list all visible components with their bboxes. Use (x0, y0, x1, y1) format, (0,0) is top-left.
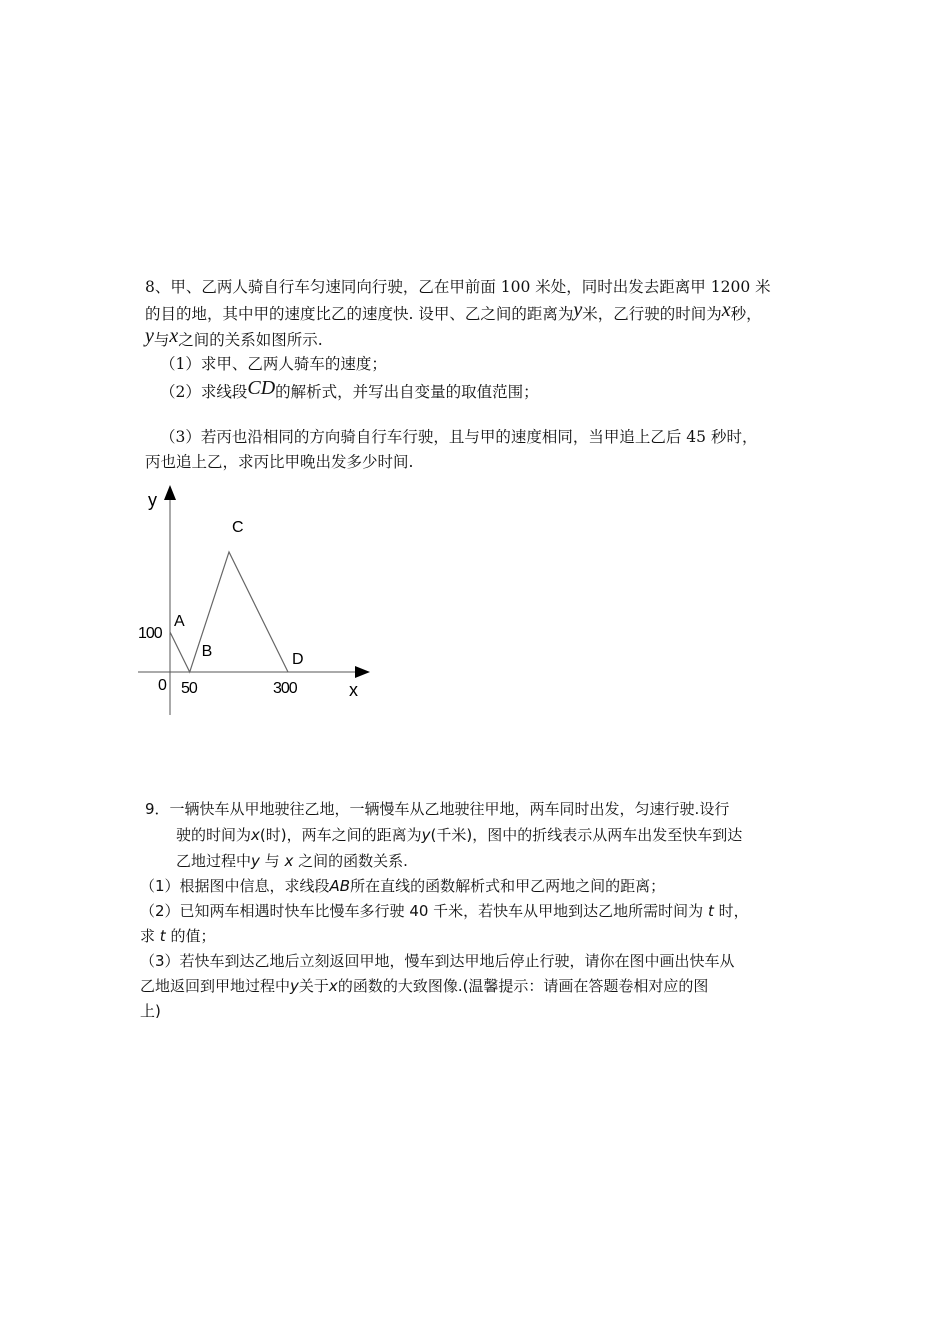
q9-part-1-text-a: （1）根据图中信息，求线段 (140, 877, 330, 895)
x-axis-label: x (349, 680, 358, 700)
q9-line-3-text-b: 与 (259, 852, 285, 870)
q8-part-2 (160, 377, 539, 403)
q8-line-3 (145, 325, 323, 351)
q8-line-2-text-a: 的目的地，其中甲的速度比乙的速度快. 设甲、乙之间的距离为 (145, 305, 574, 323)
q9-part-2-line-2-text-a: 求 (140, 927, 160, 945)
q9-line-1-text: ．一辆快车从甲地驶往乙地，一辆慢车从乙地驶往甲地，两车同时出发，匀速行驶.设行 (154, 800, 730, 818)
q8-line-2-text-b: 米，乙行驶的时间为 (582, 305, 722, 323)
var-t: t (707, 902, 714, 920)
point-label-b: B (201, 643, 213, 660)
var-x: x (284, 852, 294, 870)
q9-line-2-text-a: 驶的时间为 (176, 826, 252, 844)
q9-part-2-text-b: 时， (713, 902, 749, 920)
origin-label: 0 (158, 677, 167, 694)
var-x: x (169, 325, 179, 347)
var-t: t (159, 927, 166, 945)
q8-part-2-text-b: 的解析式，并写出自变量的取值范围； (275, 383, 539, 401)
q9-line-2-text-b: (时)，两车之间的距离为 (259, 826, 422, 844)
var-y: y (251, 852, 260, 870)
var-cd: CD (247, 377, 276, 399)
x-axis-arrow (355, 666, 370, 678)
var-x: x (251, 826, 260, 844)
y-tick-label-100: 100 (138, 625, 162, 642)
q9-part-2-line-2 (140, 925, 215, 947)
q8-part-1: （1）求甲、乙两人骑车的速度； (160, 355, 387, 373)
q9-line-1 (145, 798, 729, 820)
point-label-c: C (232, 519, 244, 536)
point-label-a: A (174, 613, 185, 630)
q9-part-1-text-b: 所在直线的函数解析式和甲乙两地之间的距离； (350, 877, 666, 895)
q9-part-2-line-1 (140, 900, 749, 922)
y-axis-arrow (164, 485, 176, 500)
q8-line-2-text-c: 秒， (730, 305, 762, 323)
q8-line-3-text-b: 之间的关系如图所示. (178, 331, 323, 349)
q8-part-3-line-1: （3）若丙也沿相同的方向骑自行车行驶，且与甲的速度相同，当甲追上乙后 45 秒时， (160, 428, 758, 446)
q9-line-3 (176, 850, 408, 872)
q8-part-2-text-a: （2）求线段 (160, 383, 248, 401)
q9-part-3-line-2-text-b: 关于 (298, 977, 329, 995)
q9-part-3-line-2-text-a: 乙地返回到甲地过程中 (140, 977, 291, 995)
x-tick-label-300: 300 (273, 680, 297, 697)
q9-line-2 (176, 824, 742, 846)
point-label-d: D (292, 651, 304, 668)
var-y: y (573, 299, 583, 321)
q8-line-3-text-a: 与 (153, 331, 170, 349)
q8-part-3-line-2: 丙也追上乙，求丙比甲晚出发多少时间. (145, 453, 414, 471)
q9-part-3-line-2-text-c: 的函数的大致图像.(温馨提示：请画在答题卷相对应的图 (337, 977, 709, 995)
var-y: y (290, 977, 299, 995)
q9-line-2-text-c: (千米)，图中的折线表示从两车出发至快车到达 (430, 826, 743, 844)
x-tick-label-50: 50 (181, 680, 197, 697)
q8-line-2 (145, 299, 762, 325)
q9-part-2-line-2-text-b: 的值； (165, 927, 216, 945)
var-y: y (145, 325, 154, 347)
q9-part-3-line-2 (140, 975, 708, 997)
q9-line-3-text-c: 之间的函数关系. (293, 852, 408, 870)
q9-part-3-line-1: （3）若快车到达乙地后立刻返回甲地，慢车到达甲地后停止行驶，请你在图中画出快车从 (140, 952, 735, 970)
var-ab: AB (329, 877, 351, 895)
q9-part-2-text-a: （2）已知两车相遇时快车比慢车多行驶 40 千米，若快车从甲地到达乙地所需时间为 (140, 902, 708, 920)
q8-line-1: 8、甲、乙两人骑自行车匀速同向行驶，乙在甲前面 100 米处，同时出发去距离甲 1200 米 (145, 278, 771, 296)
var-y: y (421, 826, 431, 844)
q9-line-3-text-a: 乙地过程中 (176, 852, 252, 870)
q9-part-3-line-3: 上) (140, 1002, 161, 1020)
q9-number: 9 (145, 800, 155, 818)
data-polyline (170, 552, 288, 672)
y-axis-label: y (148, 490, 157, 510)
q8-graph (130, 480, 390, 720)
q9-part-1 (140, 875, 665, 897)
var-x: x (721, 299, 731, 321)
var-x: x (328, 977, 338, 995)
